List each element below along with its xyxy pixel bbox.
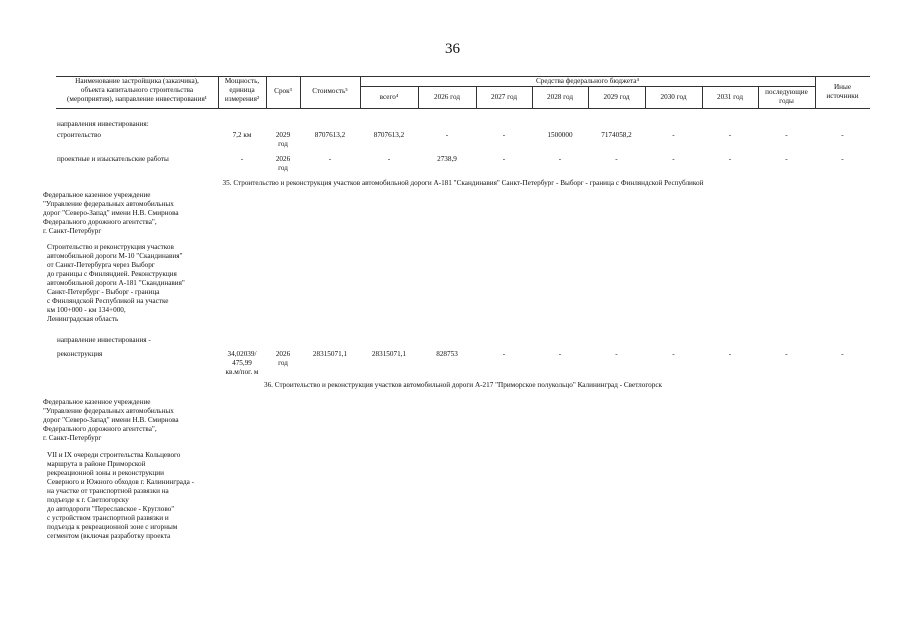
- header-total: всего⁴: [379, 93, 399, 101]
- header-2030: 2030 год: [660, 93, 687, 101]
- row-other: -: [841, 155, 844, 163]
- direction-label: направление инвестирования -: [57, 336, 151, 344]
- section-title: 35. Строительство и реконструкция участков автомобильной дороги А-181 "Скандинавия" Санкт-Петербург - Выборг - граница с Финляндской Республикой: [222, 179, 704, 187]
- row-2029: 7174058,2: [601, 131, 632, 139]
- header-name: Наименование застройщика (заказчика), объекта капитального строительства (мероприятия), направление инвестирования¹: [67, 77, 207, 103]
- organization: Федеральное казенное учреждение "Управление федеральных автомобильных дорог "Северо-Запад" имени Н.В. Смирнова Федерального дорожного агентства", г. Санкт-Петербург: [43, 191, 179, 235]
- header-term: Срок³: [274, 87, 292, 95]
- row-2031: -: [728, 350, 732, 358]
- page-number: 36: [445, 41, 460, 57]
- row-next: -: [785, 155, 788, 163]
- header-other-sources: Иные источники: [826, 83, 859, 100]
- row-cost: 8707613,2: [314, 131, 346, 139]
- header-next-years: последующие годы: [765, 88, 808, 105]
- row-next: -: [785, 131, 788, 139]
- row-next: -: [785, 350, 788, 358]
- row-total: -: [387, 155, 391, 163]
- header-2029: 2029 год: [603, 93, 630, 101]
- header-2027: 2027 год: [491, 93, 517, 101]
- row-capacity: -: [240, 155, 244, 163]
- row-cost: -: [328, 155, 332, 163]
- row-2027: -: [502, 350, 506, 358]
- header-2028: 2028 год: [547, 93, 573, 101]
- header-2026: 2026 год: [434, 93, 460, 101]
- header-cost: Стоимость⁵: [312, 87, 348, 95]
- row-2030: -: [672, 350, 675, 358]
- row-2026: 2738,9: [437, 155, 457, 163]
- row-2030: -: [672, 131, 675, 139]
- row-2027: -: [502, 155, 506, 163]
- row-2026: -: [445, 131, 449, 139]
- row-term: 2026 год: [275, 155, 291, 172]
- row-term: 2029 год: [275, 131, 291, 148]
- row-2026: 828753: [436, 350, 458, 358]
- direction-label: направления инвестирования:: [57, 120, 149, 128]
- row-2028: 1500000: [547, 131, 573, 139]
- row-capacity: 34,02039/ 475,99 кв.м/пог. м: [225, 350, 259, 376]
- row-2031: -: [728, 155, 732, 163]
- organization: Федеральное казенное учреждение "Управление федеральных автомобильных дорог "Северо-Запад" имени Н.В. Смирнова Федерального дорожного агентства", г. Санкт-Петербург: [43, 398, 179, 442]
- header-capacity: Мощность, единица измерения²: [224, 77, 260, 103]
- row-name: строительство: [57, 131, 101, 139]
- header-bottom-border: [56, 108, 870, 109]
- row-name: реконструкция: [57, 350, 103, 358]
- row-2031: -: [728, 131, 732, 139]
- row-other: -: [841, 350, 844, 358]
- row-cost: 28315071,1: [312, 350, 348, 358]
- row-2028: -: [558, 350, 562, 358]
- row-total: 28315071,1: [371, 350, 407, 358]
- header-federal-budget: Средства федерального бюджета⁴: [536, 77, 639, 85]
- row-2029: -: [615, 350, 618, 358]
- row-capacity: 7,2 км: [232, 131, 252, 139]
- row-total: 8707613,2: [373, 131, 405, 139]
- row-term: 2026 год: [275, 350, 291, 367]
- row-2029: -: [615, 155, 618, 163]
- row-2028: -: [558, 155, 562, 163]
- row-other: -: [841, 131, 844, 139]
- object-description: Строительство и реконструкция участков автомобильной дороги М-10 "Скандинавия" от Санкт-Петербурга через Выборг до границы с Финляндией. Реконструкция автомобильной дороги А-181 "Скандинавия" Санкт-Петербург - Выборг - граница с Финляндской Республикой на участке км 100+000 - км 134+000, Ленинградская область: [47, 243, 185, 323]
- row-name: проектные и изыскательские работы: [57, 155, 169, 163]
- object-description: VII и IX очереди строительства Кольцевого маршрута в районе Приморской рекреационной зоны и реконструкции Северного и Южного обходов г. Калининграда - на участке от транспортной развязки на подъезде к г. Светлогорску до автодороги "Переславское - Круглово" с устройством транспортной развязки и подъезда к рекреационной зоне с игорным сегментом (включая разработку проекта: [47, 451, 195, 540]
- row-2027: -: [502, 131, 506, 139]
- row-2030: -: [672, 155, 675, 163]
- section-title: 36. Строительство и реконструкция участков автомобильной дороги А-217 "Приморское полукольцо" Калининград - Светлогорск: [263, 381, 663, 389]
- header-2031: 2031 год: [717, 93, 743, 101]
